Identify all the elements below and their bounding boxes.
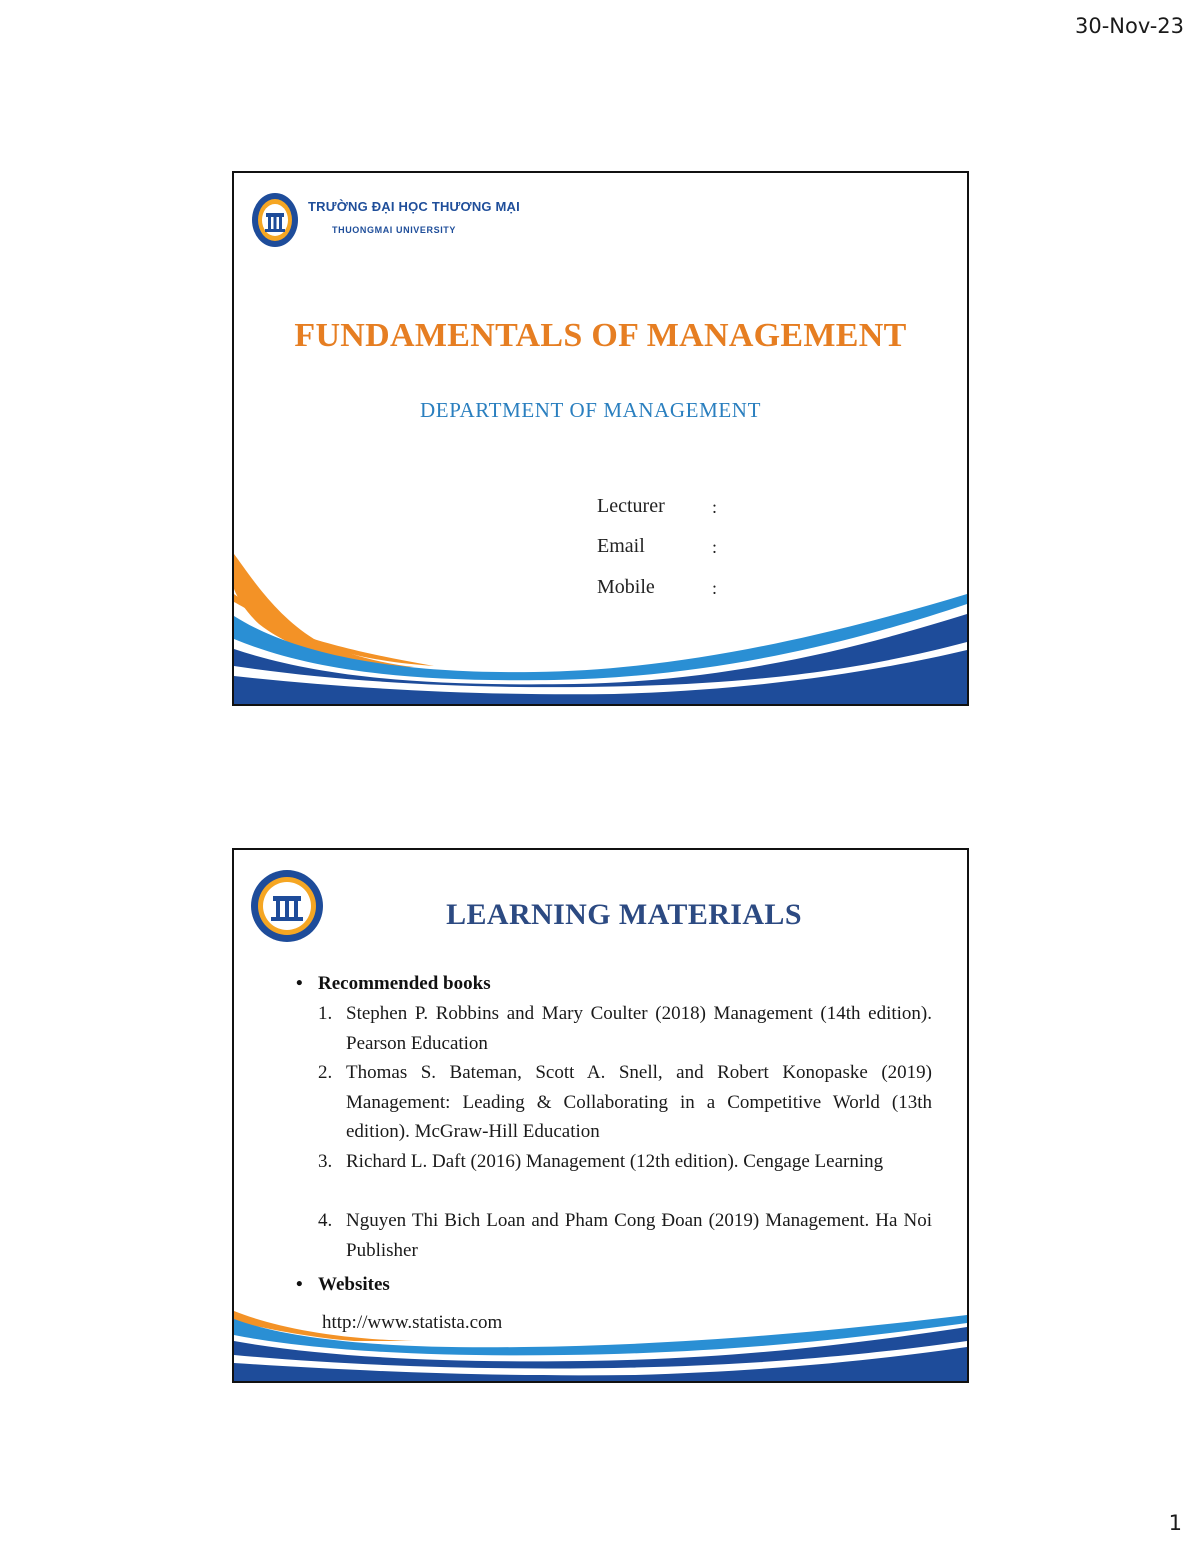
bullet-icon: • [296, 973, 303, 994]
book-item: 1. Stephen P. Robbins and Mary Coulter (2018) Management (14th edition). Pearson Education [318, 1003, 932, 1054]
decorative-wave-icon [234, 554, 967, 704]
email-label: Email [597, 535, 645, 557]
books-heading: • Recommended books [296, 973, 491, 994]
website-link[interactable]: http://www.statista.com [322, 1312, 503, 1333]
university-name-en: THUONGMAI UNIVERSITY [332, 225, 457, 235]
websites-heading: • Websites [296, 1274, 390, 1295]
mobile-colon: : [712, 578, 718, 598]
book-item: 2. Thomas S. Bateman, Scott A. Snell, and Robert Konopaske (2019) Management: Leading & Collaborating in a Competitive World (13th edition). McGraw-Hill Education [318, 1062, 932, 1142]
page-date: 30-Nov-23 [1074, 14, 1184, 38]
decorative-wave-icon [234, 1309, 967, 1381]
slide-title-text: FUNDAMENTALS OF MANAGEMENT [294, 317, 907, 354]
slide-title [232, 171, 969, 706]
lecturer-label: Lecturer [597, 495, 665, 517]
email-colon: : [712, 537, 718, 557]
book-item: 3. Richard L. Daft (2016) Management (12th edition). Cengage Learning [318, 1151, 884, 1172]
university-name: TRƯỜNG ĐẠI HỌC THƯƠNG MẠI [308, 199, 520, 214]
lecturer-colon: : [712, 497, 718, 517]
slide-learning-materials [232, 848, 969, 1383]
university-seal-icon [249, 868, 325, 944]
slide-title-text: LEARNING MATERIALS [446, 898, 802, 931]
page-number: 1 [1168, 1511, 1182, 1535]
university-logo-icon [250, 191, 300, 249]
book-item: 4. Nguyen Thi Bich Loan and Pham Cong Đoan (2019) Management. Ha Noi Publisher [318, 1210, 932, 1261]
department-name: DEPARTMENT OF MANAGEMENT [420, 398, 761, 422]
bullet-icon: • [296, 1274, 303, 1295]
mobile-label: Mobile [597, 576, 655, 598]
